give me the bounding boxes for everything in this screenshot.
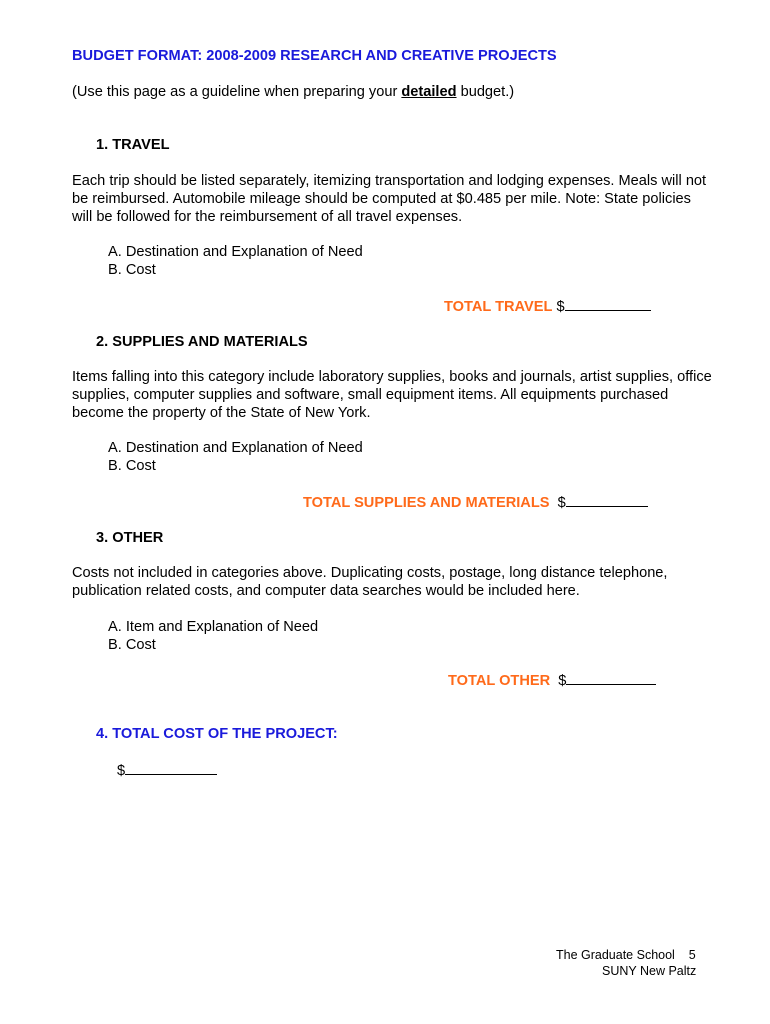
guideline-post: budget.) (456, 84, 515, 100)
other-total-line (448, 671, 656, 690)
supplies-total-sign: $ (557, 495, 566, 511)
supplies-total-line (303, 493, 648, 512)
section-body-supplies: Items falling into this category include laboratory supplies, books and journals, artist supplies, office supplies, computer supplies and software, small equipment items. All equipments purchased become the property of the State of New York. (72, 369, 712, 421)
supplies-total-label: TOTAL SUPPLIES AND MATERIALS (303, 495, 550, 511)
other-item-a: A. Item and Explanation of Need (108, 619, 319, 635)
travel-total-blank[interactable] (565, 297, 651, 311)
grand-total-heading: 4. TOTAL COST OF THE PROJECT: (96, 726, 338, 742)
footer-line-1 (556, 947, 696, 963)
other-item-b: B. Cost (108, 637, 156, 653)
section-heading-travel: 1. TRAVEL (96, 137, 170, 153)
travel-total-sign: $ (556, 299, 565, 315)
other-total-label: TOTAL OTHER (448, 673, 551, 689)
section-heading-other: 3. OTHER (96, 530, 164, 546)
section-body-other: Costs not included in categories above. Duplicating costs, postage, long distance telephone, publication related costs, and computer data searches would be included here. (72, 565, 668, 599)
footer-line-2: SUNY New Paltz (602, 964, 697, 978)
document-title: BUDGET FORMAT: 2008-2009 RESEARCH AND CREATIVE PROJECTS (72, 48, 557, 64)
grand-total-blank[interactable] (125, 761, 217, 775)
guideline-emphasis: detailed (401, 84, 457, 100)
footer-page-number: 5 (688, 948, 696, 962)
section-body-travel: Each trip should be listed separately, itemizing transportation and lodging expenses. Meals will not be reimbursed. Automobile mileage should be computed at $0.485 per mile. Note: State policies will be followed for the reimbursement of all travel expenses. (72, 173, 707, 225)
supplies-item-b: B. Cost (108, 458, 156, 474)
footer-school: The Graduate School (556, 948, 675, 962)
travel-total-line (444, 297, 651, 316)
guideline-note (72, 83, 514, 101)
other-total-blank[interactable] (566, 671, 656, 685)
travel-item-b: B. Cost (108, 262, 156, 278)
other-total-sign: $ (558, 673, 567, 689)
travel-item-a: A. Destination and Explanation of Need (108, 244, 363, 260)
travel-total-label: TOTAL TRAVEL (444, 299, 553, 315)
supplies-item-a: A. Destination and Explanation of Need (108, 440, 363, 456)
guideline-pre: (Use this page as a guideline when preparing your (72, 84, 402, 100)
grand-total-sign: $ (117, 763, 126, 779)
supplies-total-blank[interactable] (566, 493, 648, 507)
grand-total-line (117, 761, 217, 780)
section-heading-supplies: 2. SUPPLIES AND MATERIALS (96, 334, 308, 350)
